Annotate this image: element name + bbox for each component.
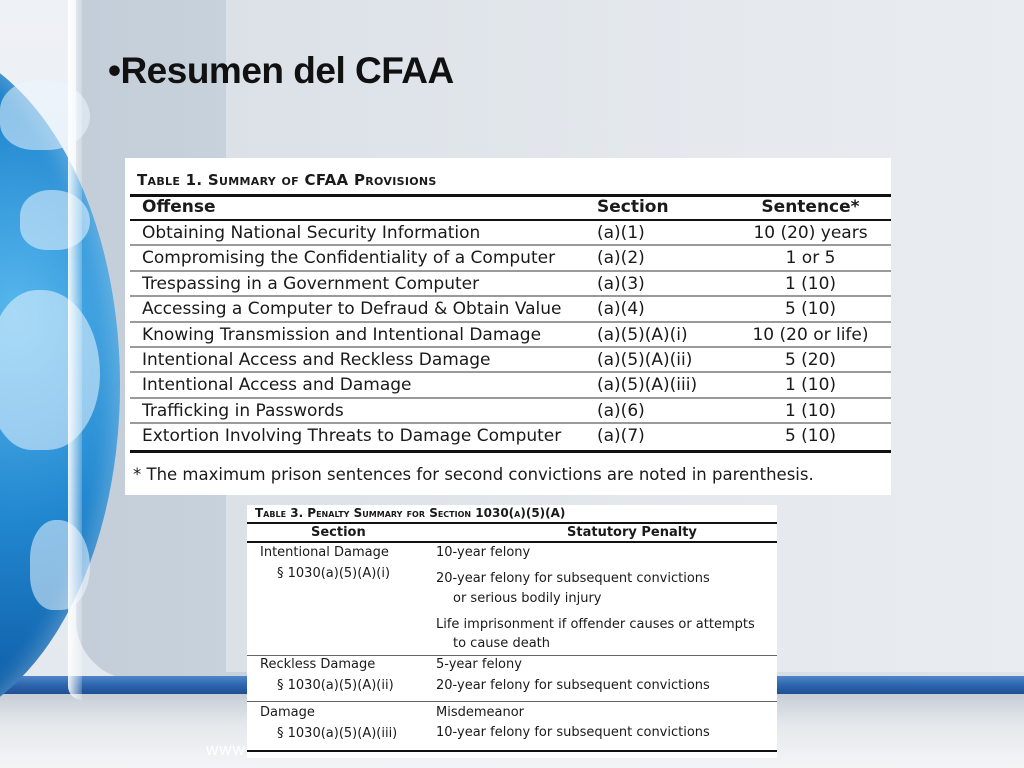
- sentence-cell: 5 (20): [784, 349, 837, 370]
- cfaa-provisions-table: [125, 158, 891, 495]
- section-cell: (a)(5)(A)(i): [597, 324, 688, 345]
- section-reference: § 1030(a)(5)(A)(ii): [277, 678, 394, 693]
- offense-cell: Compromising the Confidentiality of a Computer: [142, 248, 556, 269]
- offense-cell: Knowing Transmission and Intentional Damage: [142, 324, 542, 345]
- table1-header-row: [125, 197, 891, 219]
- section-cell: (a)(7): [597, 426, 645, 447]
- penalty-text: 10-year felony for subsequent convictions: [436, 725, 710, 740]
- sentence-cell: 1 (10): [784, 400, 837, 421]
- offense-cell: Trespassing in a Government Computer: [142, 273, 480, 294]
- offense-cell: Extortion Involving Threats to Damage Computer: [142, 426, 562, 447]
- sentence-cell: 5 (10): [784, 299, 837, 320]
- section-cell: (a)(4): [597, 299, 645, 320]
- penalty-text: Misdemeanor: [436, 705, 525, 720]
- offense-cell: Accessing a Computer to Defraud & Obtain Value: [142, 299, 562, 320]
- sentence-cell: 1 (10): [784, 375, 837, 396]
- table-rule: [247, 701, 777, 702]
- sentence-cell: 10 (20 or life): [752, 324, 869, 345]
- section-cell: (a)(6): [597, 400, 645, 421]
- table1-body: [125, 221, 891, 450]
- table1-footnote: * The maximum prison sentences for second convictions are noted in parenthesis.: [133, 465, 814, 484]
- table-row: [125, 348, 891, 373]
- table-row: [125, 221, 891, 246]
- penalty-text: 10-year felony: [436, 545, 531, 560]
- penalty-text: Life imprisonment if offender causes or attempts: [436, 617, 755, 632]
- section-reference: § 1030(a)(5)(A)(iii): [277, 726, 398, 741]
- table-rule: [247, 655, 777, 656]
- section-name: Intentional Damage: [260, 545, 389, 560]
- section-name: Damage: [260, 705, 315, 720]
- penalty-text: to cause death: [453, 636, 550, 651]
- panel-rim: [68, 0, 82, 700]
- table-row: [125, 399, 891, 424]
- footer-url: www: [206, 740, 246, 759]
- offense-cell: Intentional Access and Damage: [142, 375, 412, 396]
- header-offense: Offense: [142, 197, 216, 217]
- table-rule: [130, 450, 891, 453]
- table-rule: [247, 541, 777, 543]
- header-section: Section: [597, 197, 669, 217]
- section-cell: (a)(5)(A)(ii): [597, 349, 693, 370]
- table3-title: Table 3. Penalty Summary for Section 1030(a)(5)(A): [255, 506, 566, 520]
- table-row: [125, 323, 891, 348]
- header-statutory-penalty: Statutory Penalty: [567, 525, 697, 540]
- penalty-text: 20-year felony for subsequent convictions: [436, 678, 710, 693]
- table-row: [125, 297, 891, 322]
- penalty-text: 20-year felony for subsequent convictions: [436, 571, 710, 586]
- offense-cell: Intentional Access and Reckless Damage: [142, 349, 491, 370]
- penalty-text: 5-year felony: [436, 657, 522, 672]
- sentence-cell: 5 (10): [784, 426, 837, 447]
- table-row: [125, 246, 891, 271]
- header-section: Section: [311, 525, 366, 540]
- table-rule: [247, 522, 777, 524]
- section-cell: (a)(5)(A)(iii): [597, 375, 698, 396]
- slide-title: •Resumen del CFAA: [108, 50, 454, 91]
- table-row: [125, 424, 891, 449]
- offense-cell: Trafficking in Passwords: [142, 400, 344, 421]
- penalty-text: or serious bodily injury: [453, 591, 602, 606]
- section-cell: (a)(2): [597, 248, 645, 269]
- sentence-cell: 1 (10): [784, 273, 837, 294]
- table-rule: [247, 750, 777, 752]
- penalty-summary-table: [247, 505, 777, 758]
- globe-landmass: [0, 290, 100, 450]
- section-cell: (a)(3): [597, 273, 645, 294]
- offense-cell: Obtaining National Security Information: [142, 223, 481, 243]
- table-row: [125, 272, 891, 297]
- section-reference: § 1030(a)(5)(A)(i): [277, 566, 391, 581]
- sentence-cell: 10 (20) years: [753, 223, 868, 243]
- sentence-cell: 1 or 5: [785, 248, 836, 269]
- table-row: [125, 373, 891, 398]
- header-sentence: Sentence*: [761, 197, 860, 217]
- table1-title: Table 1. Summary of CFAA Provisions: [137, 171, 437, 189]
- section-name: Reckless Damage: [260, 657, 376, 672]
- section-cell: (a)(1): [597, 223, 645, 243]
